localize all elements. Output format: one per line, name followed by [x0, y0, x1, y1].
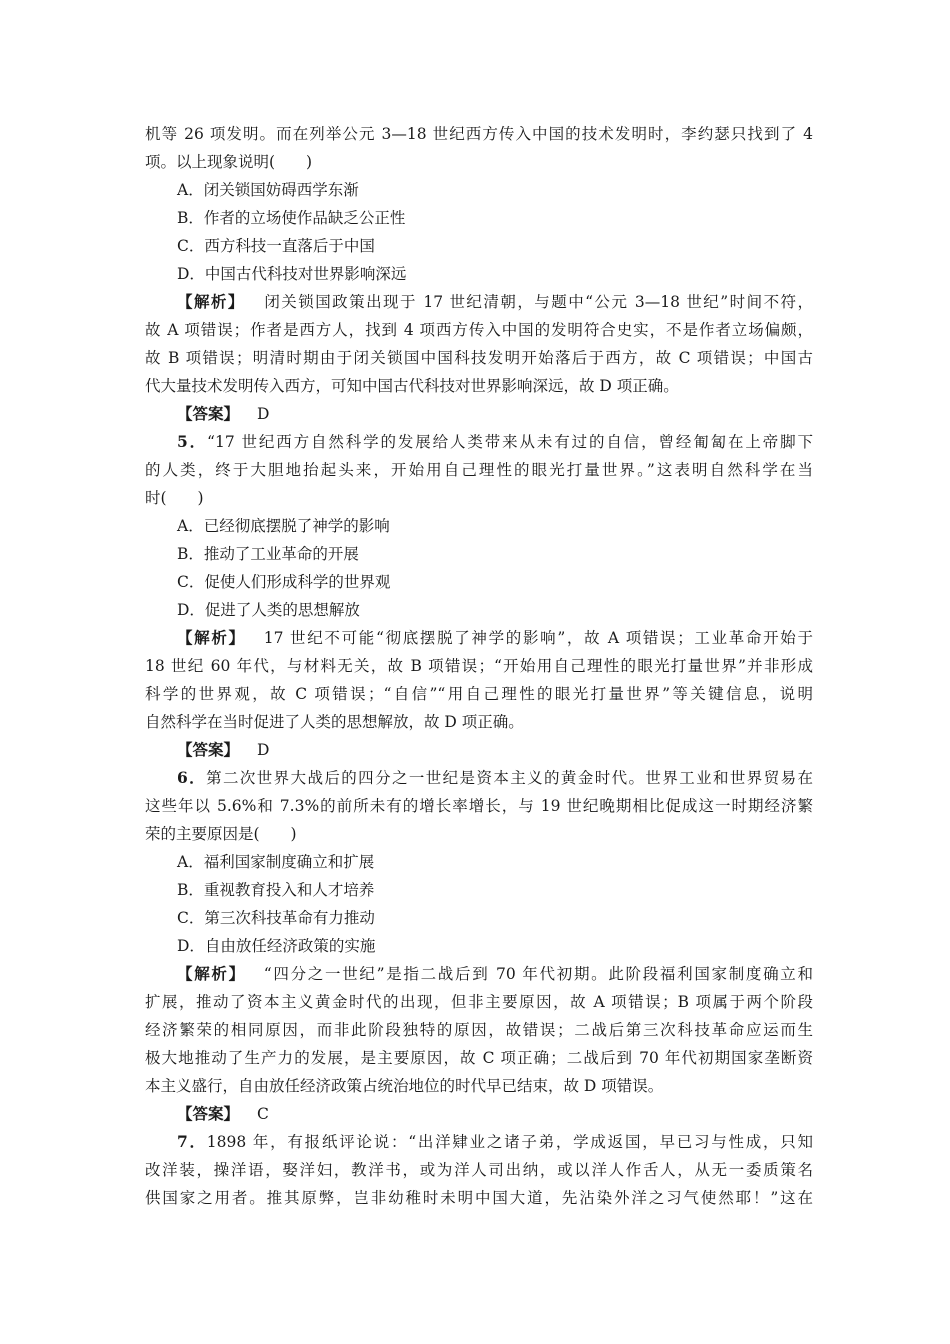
q6-stem-line-3: 荣的主要原因是( ) — [145, 825, 297, 843]
q6-option-d: D．自由放任经济政策的实施 — [177, 937, 376, 955]
q4-stem-line-1: 机等 26 项发明。而在列举公元 3—18 世纪西方传入中国的技术发明时，李约瑟只找到了 4 — [145, 125, 813, 143]
q6-option-a: A．福利国家制度确立和扩展 — [177, 853, 375, 871]
q6-stem-line-1 — [177, 764, 813, 792]
q5-stem-line-1 — [177, 428, 813, 456]
q6-analysis-label: 【解析】 — [177, 964, 246, 983]
q6-analysis-line-5: 本主义盛行，自由放任经济政策占统治地位的时代早已结束，故 D 项错误。 — [145, 1077, 664, 1095]
q7-number: 7． — [177, 1132, 207, 1151]
q6-stem-line-2: 这些年以 5.6%和 7.3%的前所未有的增长率增长，与 19 世纪晚期相比促成这一时期经济繁 — [145, 797, 813, 815]
q6-analysis-line-3: 经济繁荣的相同原因，而非此阶段独特的原因，故错误；二战后第三次科技革命应运而生 — [145, 1021, 813, 1039]
q6-analysis-line-2: 扩展，推动了资本主义黄金时代的出现，但非主要原因，故 A 项错误；B 项属于两个阶段 — [145, 993, 813, 1011]
q7-stem-text-1: 1898 年，有报纸评论说：“出洋肄业之诸子弟，学成返国，早已习与性成，只知 — [206, 1133, 813, 1151]
q5-option-b: B．推动了工业革命的开展 — [177, 545, 359, 563]
q6-answer-line — [177, 1100, 813, 1128]
q5-analysis-line-2: 18 世纪 60 年代，与材料无关，故 B 项错误；“开始用自己理性的眼光打量世界”并非形成 — [145, 657, 813, 675]
q4-option-c: C．西方科技一直落后于中国 — [177, 237, 375, 255]
q4-analysis-line-2: 故 A 项错误；作者是西方人，找到 4 项西方传入中国的发明符合史实，不是作者立场偏颇， — [145, 321, 813, 339]
q4-answer-line — [177, 400, 813, 428]
q5-option-d: D．促进了人类的思想解放 — [177, 601, 360, 619]
q7-stem-line-1 — [177, 1128, 813, 1156]
q4-answer-value: D — [257, 405, 270, 423]
q5-analysis-line-4: 自然科学在当时促进了人类的思想解放，故 D 项正确。 — [145, 713, 524, 731]
q5-option-c: C．促使人们形成科学的世界观 — [177, 573, 391, 591]
q5-answer-line — [177, 736, 813, 764]
q7-stem-line-2: 改洋装，操洋语，娶洋妇，教洋书，或为洋人司出纳，或以洋人作舌人，从无一委质策名 — [145, 1161, 813, 1179]
q5-analysis-label: 【解析】 — [177, 628, 246, 647]
q5-stem-text-1: “17 世纪西方自然科学的发展给人类带来从未有过的自信，曾经匍匐在上帝脚下 — [207, 433, 813, 451]
q6-analysis-line-4: 极大地推动了生产力的发展，是主要原因，故 C 项正确；二战后到 70 年代初期国家垄断资 — [145, 1049, 813, 1067]
q4-option-d: D．中国古代科技对世界影响深远 — [177, 265, 407, 283]
q4-answer-label: 【答案】 — [177, 404, 240, 423]
q4-stem-line-2: 项。以上现象说明( ) — [145, 153, 313, 171]
q5-stem-line-3: 时( ) — [145, 489, 204, 507]
q6-number: 6． — [177, 768, 207, 787]
q4-option-b: B．作者的立场使作品缺乏公正性 — [177, 209, 406, 227]
q4-analysis-line-4: 代大量技术发明传入西方，可知中国古代科技对世界影响深远，故 D 项正确。 — [145, 377, 679, 395]
q5-answer-label: 【答案】 — [177, 740, 240, 759]
q6-stem-text-1: 第二次世界大战后的四分之一世纪是资本主义的黄金时代。世界工业和世界贸易在 — [206, 769, 813, 787]
q6-option-c: C．第三次科技革命有力推动 — [177, 909, 375, 927]
q4-option-a: A．闭关锁国妨碍西学东渐 — [177, 181, 359, 199]
q5-analysis-text-1: 17 世纪不可能“彻底摆脱了神学的影响”，故 A 项错误；工业革命开始于 — [263, 629, 813, 647]
q4-analysis-line-3: 故 B 项错误；明清时期由于闭关锁国中国科技发明开始落后于西方，故 C 项错误；中国古 — [145, 349, 813, 367]
q5-analysis-line-1 — [177, 624, 813, 652]
q7-stem-line-3: 供国家之用者。推其原弊，岂非幼稚时未明中国大道，先沾染外洋之习气使然耶！”这在 — [145, 1189, 813, 1207]
q5-option-a: A．已经彻底摆脱了神学的影响 — [177, 517, 390, 535]
q4-analysis-line-1 — [177, 288, 813, 316]
q6-option-b: B．重视教育投入和人才培养 — [177, 881, 375, 899]
q5-analysis-line-3: 科学的世界观，故 C 项错误；“自信”“用自己理性的眼光打量世界”等关键信息，说明 — [145, 685, 813, 703]
q6-analysis-text-1: “四分之一世纪”是指二战后到 70 年代初期。此阶段福利国家制度确立和 — [263, 965, 813, 983]
q5-stem-line-2: 的人类，终于大胆地抬起头来，开始用自己理性的眼光打量世界。”这表明自然科学在当 — [145, 461, 813, 479]
q6-answer-value: C — [257, 1105, 269, 1123]
q6-answer-label: 【答案】 — [177, 1104, 240, 1123]
q4-analysis-text-1: 闭关锁国政策出现于 17 世纪清朝，与题中“公元 3—18 世纪”时间不符， — [262, 293, 813, 311]
q5-number: 5． — [177, 432, 208, 451]
q5-answer-value: D — [257, 741, 270, 759]
q6-analysis-line-1 — [177, 960, 813, 988]
q4-analysis-label: 【解析】 — [177, 292, 245, 311]
